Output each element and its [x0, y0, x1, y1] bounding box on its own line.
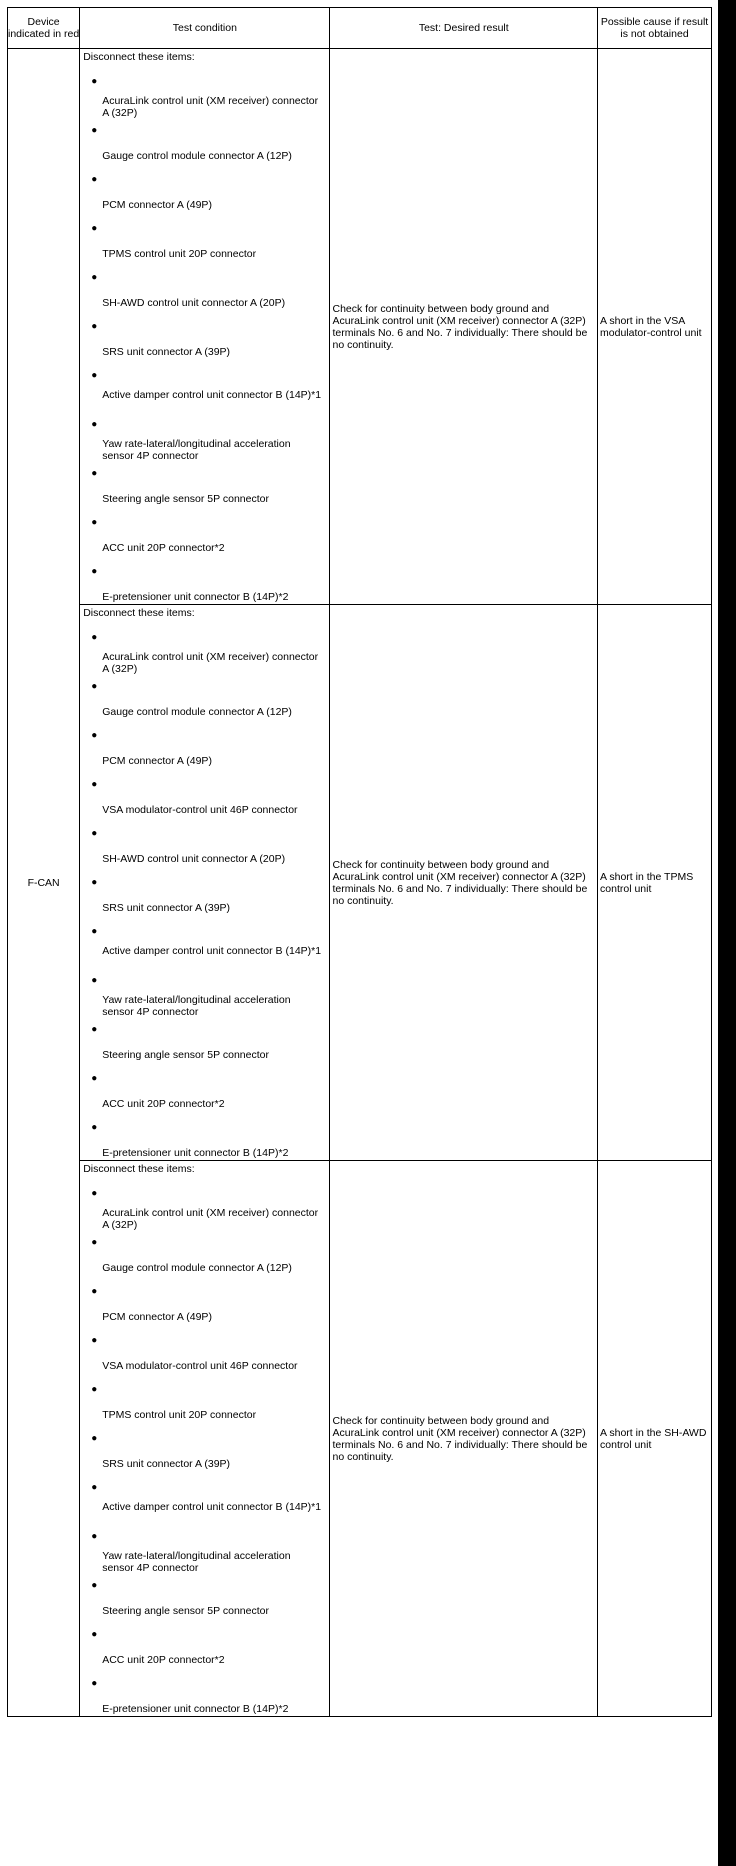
list-item-text: E-pretensioner unit connector B (14P)*2	[102, 591, 289, 603]
list-item-text: VSA modulator-control unit 46P connector	[102, 1360, 298, 1372]
list-item-text: Gauge control module connector A (12P)	[102, 1262, 292, 1274]
list-item	[80, 915, 329, 964]
list-item-text: Yaw rate-lateral/longitudinal acceleration sensor 4P connector	[102, 438, 291, 462]
list-item	[80, 1177, 329, 1231]
condition-cell	[80, 49, 330, 605]
list-item	[80, 1013, 329, 1062]
table-row	[8, 605, 712, 1161]
bullet-icon: ●	[91, 76, 98, 87]
bullet-icon: ●	[91, 926, 98, 937]
bullet-icon: ●	[91, 1580, 98, 1591]
bullet-icon: ●	[91, 223, 98, 234]
list-item	[80, 817, 329, 866]
list-item-text: AcuraLink control unit (XM receiver) connector A (32P)	[102, 651, 319, 675]
bullet-icon: ●	[91, 1286, 98, 1297]
list-item-text: Yaw rate-lateral/longitudinal acceleration sensor 4P connector	[102, 1550, 291, 1574]
bullet-icon: ●	[91, 468, 98, 479]
list-item-text: ACC unit 20P connector*2	[102, 542, 225, 554]
bullet-icon: ●	[91, 975, 98, 986]
bullet-icon: ●	[91, 517, 98, 528]
list-item	[80, 1618, 329, 1667]
list-item-text: Steering angle sensor 5P connector	[102, 493, 269, 505]
list-item	[80, 359, 329, 408]
bullet-icon: ●	[91, 1122, 98, 1133]
bullet-icon: ●	[91, 1531, 98, 1542]
list-item	[80, 408, 329, 462]
list-item-text: AcuraLink control unit (XM receiver) connector A (32P)	[102, 95, 319, 119]
bullet-icon: ●	[91, 779, 98, 790]
bullet-icon: ●	[91, 877, 98, 888]
list-item-text: SRS unit connector A (39P)	[102, 1458, 231, 1470]
bullet-icon: ●	[91, 1384, 98, 1395]
table-body	[8, 49, 712, 1717]
list-item-text: PCM connector A (49P)	[102, 1311, 212, 1323]
list-item	[80, 114, 329, 163]
header-desired: Test: Desired result	[330, 8, 598, 49]
list-item-text: E-pretensioner unit connector B (14P)*2	[102, 1703, 289, 1715]
list-item	[80, 65, 329, 119]
list-item-text: TPMS control unit 20P connector	[102, 1409, 257, 1421]
list-item	[80, 1111, 329, 1160]
list-item	[80, 1226, 329, 1275]
header-device: Device indicated in red	[8, 8, 80, 49]
bullet-icon: ●	[91, 370, 98, 381]
desired-cell: Check for continuity between body ground and AcuraLink control unit (XM receiver) connector A (32P) terminals No. 6 and No. 7 individually: There should be no continuity.	[330, 605, 598, 1161]
bullet-icon: ●	[91, 1482, 98, 1493]
bullet-icon: ●	[91, 1629, 98, 1640]
bullet-icon: ●	[91, 828, 98, 839]
bullet-icon: ●	[91, 272, 98, 283]
cause-cell: A short in the TPMS control unit	[598, 605, 712, 1161]
list-item	[80, 1569, 329, 1618]
list-item	[80, 457, 329, 506]
list-item	[80, 1520, 329, 1574]
list-item-text: Gauge control module connector A (12P)	[102, 150, 292, 162]
condition-cell	[80, 605, 330, 1161]
list-item-text: Active damper control unit connector B (14P)*1	[102, 1501, 322, 1513]
page-edge-bar	[718, 0, 736, 1866]
bullet-icon: ●	[91, 1073, 98, 1084]
list-item-text: Steering angle sensor 5P connector	[102, 1049, 269, 1061]
list-item	[80, 768, 329, 817]
list-item	[80, 212, 329, 261]
condition-intro: Disconnect these items:	[83, 51, 195, 63]
list-item	[80, 719, 329, 768]
bullet-icon: ●	[91, 566, 98, 577]
list-item-text: E-pretensioner unit connector B (14P)*2	[102, 1147, 289, 1159]
list-item-text: ACC unit 20P connector*2	[102, 1654, 225, 1666]
list-item	[80, 621, 329, 675]
list-item-text: VSA modulator-control unit 46P connector	[102, 804, 298, 816]
list-item-text: PCM connector A (49P)	[102, 199, 212, 211]
bullet-icon: ●	[91, 1433, 98, 1444]
desired-cell: Check for continuity between body ground and AcuraLink control unit (XM receiver) connector A (32P) terminals No. 6 and No. 7 individually: There should be no continuity.	[330, 49, 598, 605]
list-item	[80, 261, 329, 310]
list-item	[80, 310, 329, 359]
desired-cell: Check for continuity between body ground and AcuraLink control unit (XM receiver) connector A (32P) terminals No. 6 and No. 7 individually: There should be no continuity.	[330, 1161, 598, 1717]
list-item-text: ACC unit 20P connector*2	[102, 1098, 225, 1110]
bullet-icon: ●	[91, 681, 98, 692]
bullet-icon: ●	[91, 1335, 98, 1346]
list-item-text: Yaw rate-lateral/longitudinal acceleration sensor 4P connector	[102, 994, 291, 1018]
list-item-text: Active damper control unit connector B (14P)*1	[102, 945, 322, 957]
list-item-text: Active damper control unit connector B (14P)*1	[102, 389, 322, 401]
list-item-text: SH-AWD control unit connector A (20P)	[102, 297, 286, 309]
list-item	[80, 1275, 329, 1324]
list-item	[80, 506, 329, 555]
list-item	[80, 555, 329, 604]
list-item-text: SH-AWD control unit connector A (20P)	[102, 853, 286, 865]
bullet-icon: ●	[91, 321, 98, 332]
table-row	[8, 1161, 712, 1717]
list-item-text: SRS unit connector A (39P)	[102, 346, 231, 358]
header-cause: Possible cause if result is not obtained	[598, 8, 712, 49]
bullet-icon: ●	[91, 632, 98, 643]
bullet-icon: ●	[91, 730, 98, 741]
cause-cell: A short in the VSA modulator-control unit	[598, 49, 712, 605]
condition-intro: Disconnect these items:	[83, 1163, 195, 1175]
header-condition: Test condition	[80, 8, 330, 49]
list-item	[80, 1471, 329, 1520]
list-item	[80, 866, 329, 915]
list-item	[80, 1422, 329, 1471]
condition-cell	[80, 1161, 330, 1717]
list-item	[80, 964, 329, 1018]
bullet-icon: ●	[91, 125, 98, 136]
list-item-text: PCM connector A (49P)	[102, 755, 212, 767]
bullet-icon: ●	[91, 1024, 98, 1035]
cause-cell: A short in the SH-AWD control unit	[598, 1161, 712, 1717]
header-row	[8, 8, 712, 49]
list-item-text: Steering angle sensor 5P connector	[102, 1605, 269, 1617]
list-item-text: SRS unit connector A (39P)	[102, 902, 231, 914]
list-item-text: TPMS control unit 20P connector	[102, 248, 257, 260]
table-row	[8, 49, 712, 605]
bullet-icon: ●	[91, 1237, 98, 1248]
list-item-text: Gauge control module connector A (12P)	[102, 706, 292, 718]
bullet-icon: ●	[91, 174, 98, 185]
list-item	[80, 670, 329, 719]
list-item	[80, 163, 329, 212]
list-item	[80, 1324, 329, 1373]
device-cell: F-CAN	[8, 49, 80, 1717]
list-item	[80, 1667, 329, 1716]
diagnostic-table	[7, 7, 712, 1717]
bullet-icon: ●	[91, 419, 98, 430]
list-item	[80, 1062, 329, 1111]
list-item-text: AcuraLink control unit (XM receiver) connector A (32P)	[102, 1207, 319, 1231]
bullet-icon: ●	[91, 1678, 98, 1689]
condition-intro: Disconnect these items:	[83, 607, 195, 619]
bullet-icon: ●	[91, 1188, 98, 1199]
list-item	[80, 1373, 329, 1422]
